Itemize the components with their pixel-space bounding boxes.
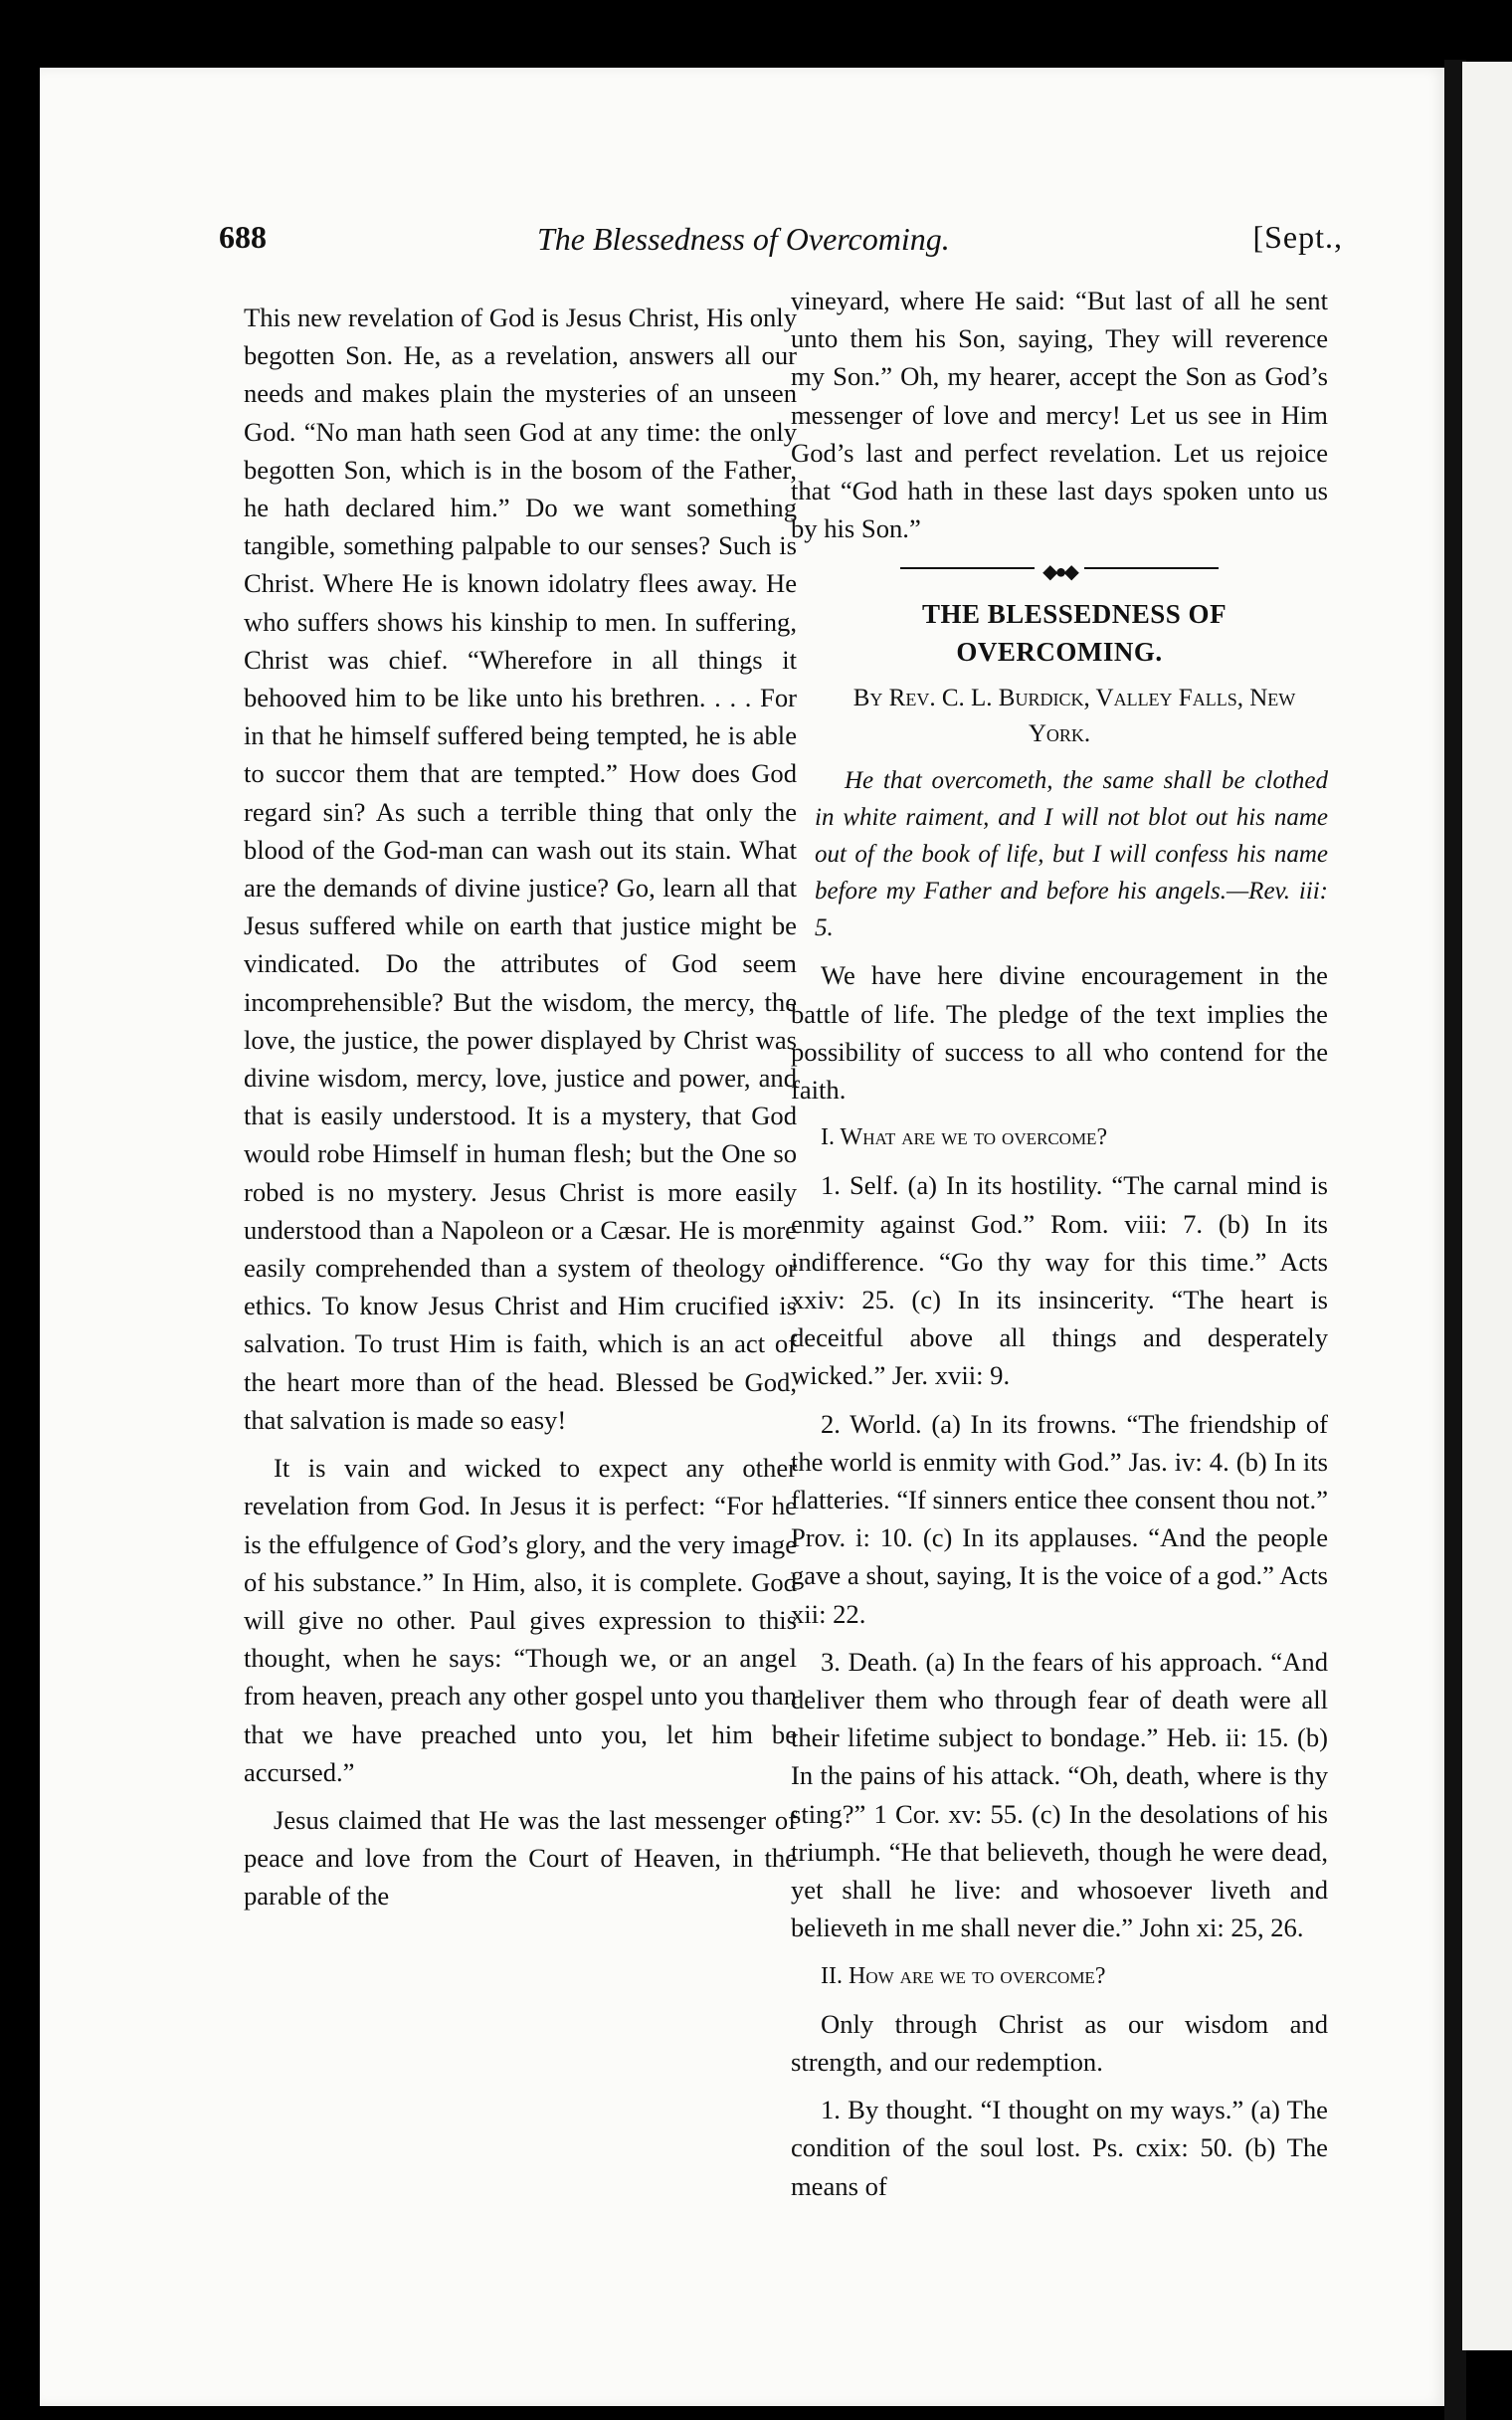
paragraph-revelation: This new revelation of God is Jesus Christ, His only begotten Son. He, as a revelation, answers all our needs and makes plain the mysteries of an unseen God. “No man hath seen God at any time: the only begotten Son, which is in the bosom of the Father, he hath declared him.” Do we want something tangible, something palpable to our senses? Such is Christ. Where He is known idolatry flees away. He who suffers shows his kinship to men. In suffering, Christ was chief. “Wherefore in all things it behooved him to be like unto his brethren. . . . For in that he himself suffered being tempted, he is able to succor them that are tempted.” How does God regard sin? As such a terrible thing that only the blood of the God-man can wash out its stain. What are the demands of divine justice? Go, learn all that Jesus suffered while on earth that justice might be vindicated. Do the attributes of God seem incomprehensible? But the wisdom, the mercy, the love, the justice, the power displayed by Christ was divine wisdom, mercy, love, justice and power, and that is easily understood. It is a mystery, that God would robe Himself in human flesh; but the One so robed is no mystery. Jesus Christ is more easily understood than a Napoleon or a Cæsar. He is more easily comprehended than a system of theology or ethics. To know Jesus Christ and Him crucified is salvation. To trust Him is faith, which is an act of the heart more than of the head. Blessed be God, that salvation is made so easy! — [244, 302, 797, 1435]
article-title: THE BLESSEDNESS OF OVERCOMING. — [921, 599, 1228, 668]
article-byline: By Rev. C. L. Burdick, Valley Falls, New York. — [852, 685, 1296, 748]
article-epigraph: He that overcometh, the same shall be clothed in white raiment, and I will not blot out his name out of the book of life, but I will confess his name before my Father and before his angels.—Rev. iii: 5. — [815, 767, 1328, 942]
paragraph-through-christ: Only through Christ as our wisdom and strength, and our redemption. — [791, 2008, 1328, 2077]
left-column — [244, 299, 797, 1916]
running-header — [219, 219, 1343, 269]
paragraph-vineyard-continuation: vineyard, where He said: “But last of all he sent unto them his Son, saying, They will reverence my Son.” Oh, my hearer, accept the Son as God’s messenger of love and mercy! Let us see in Him God’s last and perfect revelation. Let us rejoice that “God hath in these last days spoken unto us by his Son.” — [791, 286, 1328, 544]
adjacent-page-edge — [1462, 62, 1512, 2350]
section-divider — [900, 561, 1219, 584]
point-world: 2. World. (a) In its frowns. “The friendship of the world is enmity with God.” Jas. iv: 4. (b) In its flatteries. “If sinners entice thee consent thou not.” Prov. i: 10. (c) In its applauses. “And the people gave a shout, saying, It is the voice of a god.” Acts xii: 22. — [791, 1408, 1328, 1629]
point-self: 1. Self. (a) In its hostility. “The carnal mind is enmity against God.” Rom. viii: 7. (b) In its indifference. “Go thy way for this time.” Acts xxiv: 25. (c) In its insincerity. “The heart is deceitful above all things and desperately wicked.” Jer. xvii: 9. — [791, 1170, 1328, 1391]
section-heading-how: II. How are we to overcome? — [821, 1962, 1106, 1989]
paragraph-last-messenger: Jesus claimed that He was the last messenger of peace and love from the Court of Heaven, in the parable of the — [244, 1804, 797, 1912]
divider-ornament-icon: ◆●◆ — [1035, 553, 1084, 591]
running-title: The Blessedness of Overcoming. — [537, 221, 950, 257]
section-heading-what: I. What are we to overcome? — [821, 1124, 1108, 1151]
right-column — [791, 282, 1328, 2205]
paragraph-intro: We have here divine encouragement in the battle of life. The pledge of the text implies the possibility of success to all who contend for the faith. — [791, 960, 1328, 1106]
page-number: 688 — [219, 219, 267, 255]
point-death: 3. Death. (a) In the fears of his approach. “And deliver them who through fear of death were all their lifetime subject to bondage.” Heb. ii: 15. (b) In the pains of his attack. “Oh, death, where is thy sting?” 1 Cor. xv: 55. (c) In the desolations of his triumph. “He that believeth, though he were dead, yet shall he live: and whosoever liveth and believeth in me shall never die.” John xi: 25, 26. — [791, 1646, 1328, 1943]
point-by-thought: 1. By thought. “I thought on my ways.” (a) The condition of the soul lost. Ps. cxix: 50. (b) The means of — [791, 2095, 1328, 2201]
issue-month: [Sept., — [1252, 219, 1343, 255]
paragraph-no-other-revelation: It is vain and wicked to expect any other revelation from God. In Jesus it is perfect: “For he is the effulgence of God’s glory, and the very image of his substance.” In Him, also, it is complete. God will give no other. Paul gives expression to this thought, when he says: “Though we, or an angel from heaven, preach any other gospel unto you than that we have preached unto you, let him be accursed.” — [244, 1453, 797, 1787]
